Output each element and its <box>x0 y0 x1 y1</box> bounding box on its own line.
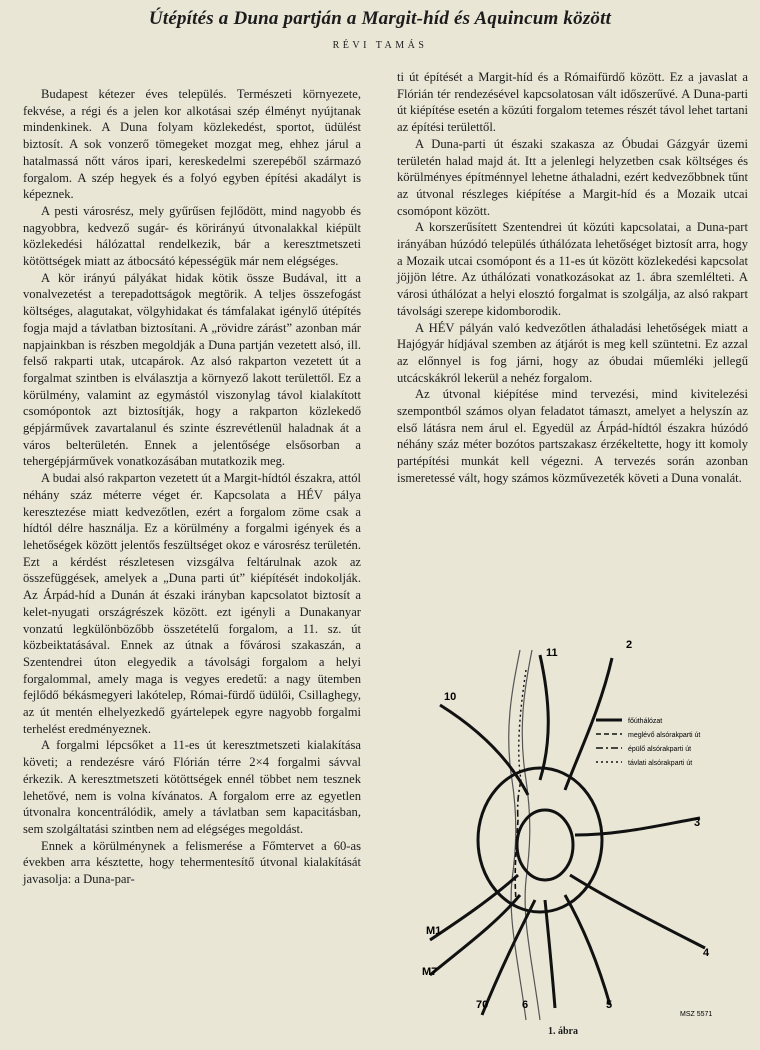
ring-road-inner <box>517 810 573 880</box>
route-label: 11 <box>546 647 558 659</box>
route-label: 70 <box>476 999 489 1011</box>
danube-river-bank <box>522 650 540 1020</box>
main-road <box>565 895 610 1005</box>
legend-label: főúthálózat <box>628 718 663 725</box>
paragraph: A kör irányú pályákat hidak kötik össze Budával, itt a vonalvezetést a terepadottságok megtörik. A teljes összefogást költséges, alagutakat, völgyhidakat és támfalakat igénylő útépítés fogja majd a távlatban biztosítani. A „rövidre zárást” azonban már napjainkban is részben megoldják a Duna partján vezetett alsó, ill. felső rakparti utak, utcapárok. Az alsó rakparton vezetett út a forgalmat szintben is elválasztja a környező lakott területtől. Ez a körülmény, valamint az egymástól viszonylag távol kialakított csomópontok azt biztosítják, hogy a rakparton közlekedő gépjárművek zavartalanul és szinte észrevétlenül haladnak át a város belterületén. Ennek a jelentősége elsősorban a tehergépjárművek vonatkozásában mutatkozik meg. <box>23 270 361 469</box>
left-column <box>23 86 361 888</box>
paragraph: A budai alsó rakparton vezetett út a Margit-hídtól északra, attól néhány száz méterre véget ér. Kapcsolata a HÉV pálya keresztezése miatt kedvezőtlen, ezért a forgalom zöme csak a hídtól délre használja. Ez a körülmény a forgalmi igények és a lehetőségek között jelentős feszültséget okoz e városrész területén. Ezt a kérdést részletesen vizsgálva feltárulnak azok az összefüggések, amelyek a „Duna parti út” kiépítését indokolják. Az Árpád-híd a Dunán át északi irányban kapcsolatot biztosít a kelet-nyugati országrészek között. ezt igényli a Dunakanyar vonzatú legkülönbözőbb összetételű forgalom, a 11. sz. út közbeiktatásával. Ennek az útnak a fővárosi szakaszán, a Szentendrei úton elegyedik a távolsági forgalom a helyi forgalommal, amely maga is vegyes eredetű: a nagy ütemben fejlődő békásmegyeri lakótelep, Római-fürdő üdülői, Csillaghegy, az út mentén elhelyezkedő gyártelepek egyre nagyobb forgalmi terhelést eredményeznek. <box>23 471 361 736</box>
paragraph: Ennek a körülménynek a felismerése a Főmtervet a 60-as években arra késztette, hogy tehermentesítő útvonal kialakítását javasolja: a Duna-par- <box>23 838 361 887</box>
publisher-stamp: MSZ 5571 <box>680 1011 713 1018</box>
paragraph: Az útvonal kiépítése mind tervezési, mind kivitelezési szempontból számos olyan feladatot támaszt, amelyet a helyszín az első látásra nem árul el. Egyedül az Árpád-hídtól északra húzódó néhány száz méter bozótos partszakasz érzékeltette, hogy itt komoly partépítési munkát kell végezni. A tervezés során azonban ismeretessé vált, hogy számos közművezeték követi a Duna vonalát. <box>397 387 748 485</box>
main-road <box>545 900 555 1008</box>
route-label: 3 <box>694 817 701 829</box>
main-road <box>570 875 705 948</box>
route-label: 6 <box>522 999 529 1011</box>
route-label: M7 <box>422 966 438 978</box>
route-label: M1 <box>426 925 442 937</box>
legend-label: meglévő alsórakparti út <box>628 732 701 739</box>
main-road <box>430 875 518 940</box>
road-network-map <box>400 630 750 1025</box>
main-road <box>540 655 548 780</box>
main-road <box>575 818 700 835</box>
figure-caption: 1. ábra <box>548 1026 578 1037</box>
route-label: 2 <box>626 639 633 651</box>
paragraph: A pesti városrész, mely gyűrűsen fejlődött, mind nagyobb és nagyobbra, kedvező sugár- és körirányú útvonalakkal kiépült közlekedési hálózattal rendelkezik, bár a keresztmetszeti kötöttségek miatt az átbocsátó képességük már nem elégséges. <box>23 203 361 269</box>
route-label: 5 <box>606 999 613 1011</box>
main-road <box>440 705 528 795</box>
map-legend <box>596 718 700 767</box>
main-road <box>430 895 520 975</box>
paragraph: A forgalmi lépcsőket a 11-es út keresztmetszeti kialakítása követi; a rendezésre váró Flórián térre 2×4 forgalmi sávval érkezik. A keresztmetszeti kötöttségek ennél többet nem tesznek lehetővé, nem is volna kívánatos. A forgalom erre az egyetlen útvonalra koncentrálódik, amely a távlatban sem kapacitásban, sem szolgáltatási szintben nem ad elégséges megoldást. <box>23 738 361 836</box>
route-label: 10 <box>444 691 457 703</box>
article-author: RÉVI TAMÁS <box>332 40 428 51</box>
main-road <box>565 658 612 790</box>
building-quay-road <box>518 780 521 820</box>
paragraph: A korszerűsített Szentendrei út közúti kapcsolatai, a Duna-part irányában húzódó település úthálózata lehetőséget biztosít arra, hogy a Mozaik utcai csomópont és a 11-es út között közlekedési kapcsolat jöjjön létre. Az úthálózati vonatkozásokat az 1. ábra szemlélteti. A városi úthálózat a helyi elosztó forgalmat is szolgálja, az alsó rakpart távolsági szerepe kidomborodik. <box>397 220 748 318</box>
legend-label: épülő alsórakparti út <box>628 746 692 753</box>
ring-road-outer <box>478 768 602 912</box>
route-label: 4 <box>703 947 710 959</box>
paragraph: A Duna-parti út északi szakasza az Óbudai Gázgyár üzemi területén halad majd át. Itt a jelenlegi helyzetben csak költséges és körülményes építménnyel lehetne áthaladni, ezért kedvezőbbnek tűnt az útvonal részleges kiépítése a Margit-híd és a Mozaik utcai csomópont között. <box>397 136 748 218</box>
main-road <box>482 900 535 1015</box>
article-title: Útépítés a Duna partján a Margit-híd és Aquincum között <box>148 8 612 29</box>
paragraph: A HÉV pályán való kedvezőtlen áthaladási lehetőségek miatt a Hajógyár hídjával szemben az átjárót is meg kell szüntetni. Ez azzal az előnnyel is fog járni, hogy az óbudai műemléki jellegű utcácskákról lekerül a nehéz forgalom. <box>397 320 748 385</box>
paragraph: ti út építését a Margit-híd és a Rómaifürdő között. Ez a javaslat a Flórián tér rendezésével kapcsolatosan vált időszerűvé. A Duna-parti út kiépítése esetén a közúti forgalom tetemes részét távol lehet tartani az építési területtől. <box>397 70 748 135</box>
paragraph: Budapest kétezer éves település. Természeti környezete, fekvése, a régi és a jelen kor alkotásai szép élményt nyújtanak mindenkinek. A Duna folyam közlekedést, sportot, üdülést biztosít. A sok vonzerő tömegeket mozgat meg, ehhez járul a hatalmassá nőtt város ipari, kereskedelmi szerepéből származó forgalom. A szép hegyek és a folyó egyben építési akadályt is képeznek. <box>23 87 361 202</box>
right-column <box>397 69 748 487</box>
legend-label: távlati alsórakparti út <box>628 760 693 767</box>
